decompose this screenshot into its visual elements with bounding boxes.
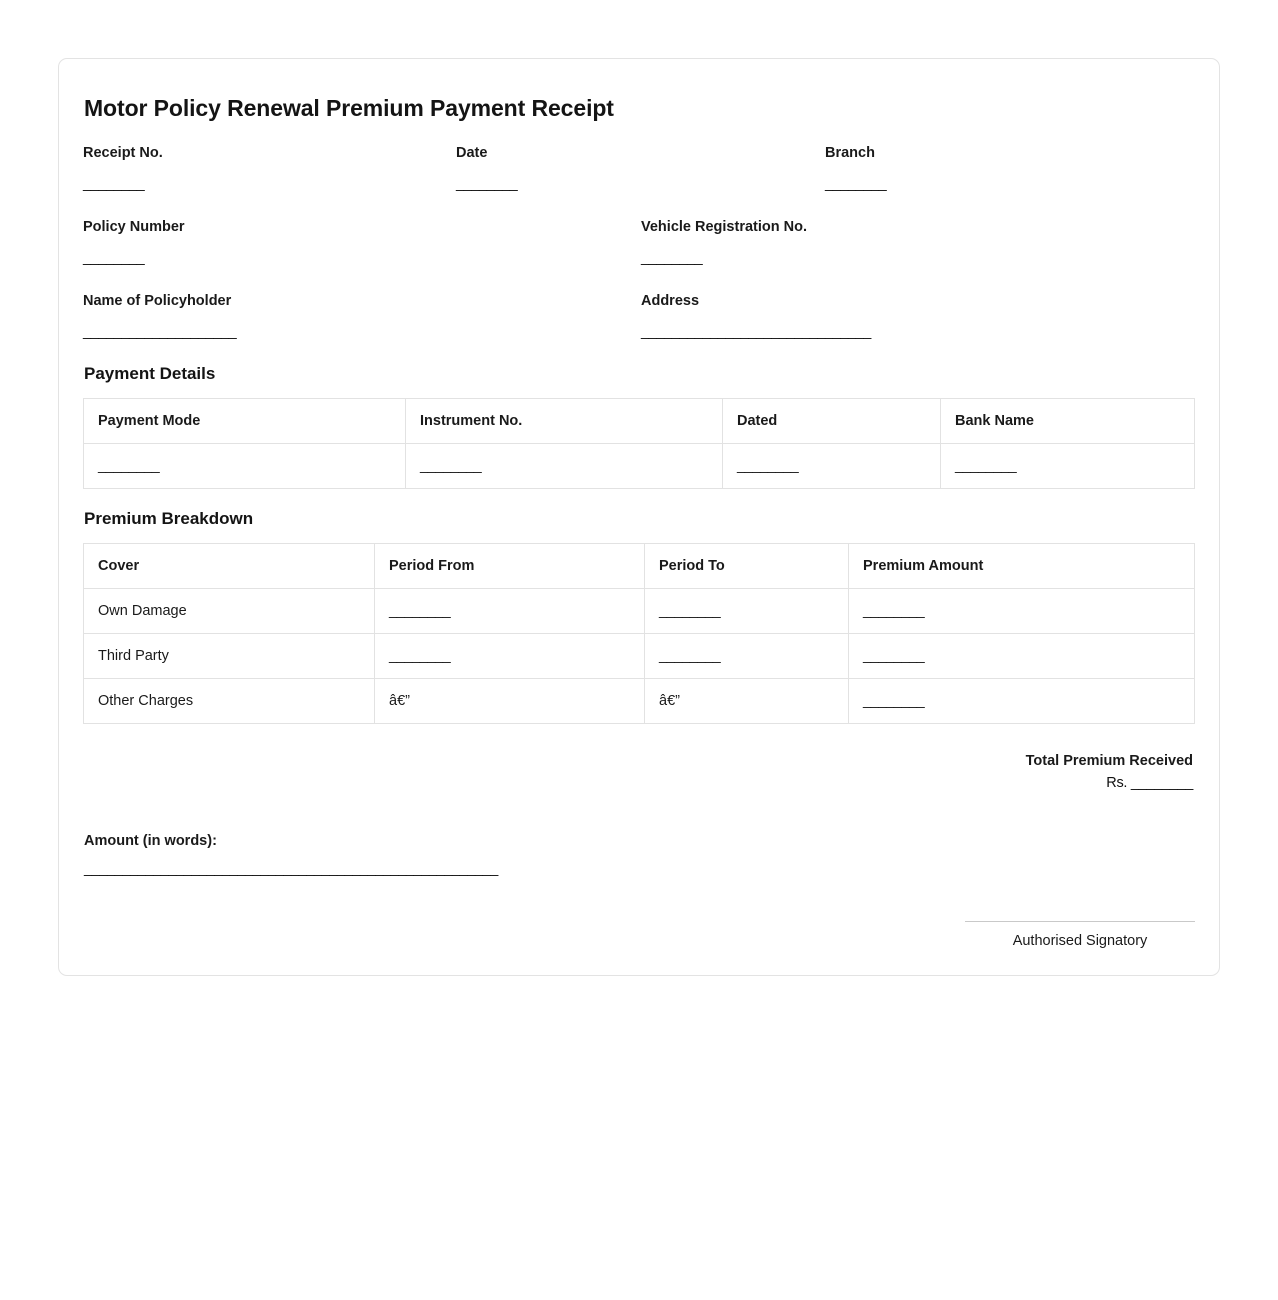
receipt-card (58, 58, 1220, 976)
cell-period-from: â€” (375, 679, 645, 724)
signature-label: Authorised Signatory (1012, 932, 1148, 949)
cell-cover: Other Charges (84, 679, 375, 724)
cell-period-from[interactable]: ________ (375, 634, 645, 679)
field-policy-number (83, 218, 185, 268)
cell-premium-amount[interactable]: ________ (849, 634, 1195, 679)
section-heading-premium-breakdown: Premium Breakdown (84, 509, 254, 528)
amount-in-words-value[interactable]: ______________________________________________________ (84, 860, 498, 877)
payment-details-table (83, 398, 1195, 489)
column-header-premium-amount: Premium Amount (849, 544, 1195, 589)
column-header-cover: Cover (84, 544, 375, 589)
field-address-label: Address (641, 293, 700, 309)
cell-period-to[interactable]: ________ (645, 634, 849, 679)
cell-bank-name[interactable]: ________ (941, 444, 1195, 489)
table-header-row (84, 544, 1195, 589)
field-vehicle-registration-label: Vehicle Registration No. (641, 219, 807, 235)
field-policyholder-name-label: Name of Policyholder (83, 293, 232, 309)
page-title: Motor Policy Renewal Premium Payment Receipt (84, 95, 614, 121)
field-policy-number-value[interactable]: ________ (83, 249, 145, 266)
total-premium-value[interactable]: Rs. ________ (1106, 775, 1193, 792)
cell-premium-amount[interactable]: ________ (849, 679, 1195, 724)
field-policyholder-name-value[interactable]: ____________________ (83, 323, 237, 340)
premium-breakdown-table (83, 543, 1195, 724)
field-branch (825, 144, 886, 194)
field-date (456, 144, 517, 194)
column-header-payment-mode: Payment Mode (84, 399, 406, 444)
cell-instrument-no[interactable]: ________ (406, 444, 723, 489)
field-vehicle-registration-value[interactable]: ________ (641, 249, 703, 266)
field-row-receipt (83, 144, 1195, 196)
field-date-label: Date (456, 145, 488, 161)
total-premium-block (83, 750, 1195, 795)
field-branch-value[interactable]: ________ (825, 175, 887, 192)
field-policy-number-label: Policy Number (83, 219, 185, 235)
table-row (84, 589, 1195, 634)
field-vehicle-registration (641, 218, 807, 268)
cell-cover: Third Party (84, 634, 375, 679)
field-date-value[interactable]: ________ (456, 175, 518, 192)
amount-in-words-block (83, 833, 1195, 877)
signature-box (965, 921, 1195, 949)
column-header-bank-name: Bank Name (941, 399, 1195, 444)
field-receipt-no-value[interactable]: ________ (83, 175, 145, 192)
signature-rule (965, 921, 1195, 922)
cell-payment-mode[interactable]: ________ (84, 444, 406, 489)
field-address (641, 292, 871, 342)
cell-period-from[interactable]: ________ (375, 589, 645, 634)
column-header-instrument-no: Instrument No. (406, 399, 723, 444)
table-row (84, 679, 1195, 724)
amount-in-words-label: Amount (in words): (84, 832, 217, 849)
signature-block (83, 921, 1195, 949)
field-policyholder-name (83, 292, 236, 342)
cell-premium-amount[interactable]: ________ (849, 589, 1195, 634)
section-heading-payment-details: Payment Details (84, 364, 216, 383)
field-receipt-no-label: Receipt No. (83, 145, 163, 161)
cell-period-to: â€” (645, 679, 849, 724)
field-branch-label: Branch (825, 145, 875, 161)
field-address-value[interactable]: ______________________________ (641, 323, 871, 340)
table-row (84, 444, 1195, 489)
column-header-dated: Dated (723, 399, 941, 444)
cell-period-to[interactable]: ________ (645, 589, 849, 634)
cell-cover: Own Damage (84, 589, 375, 634)
total-premium-label: Total Premium Received (1025, 753, 1193, 769)
column-header-period-to: Period To (645, 544, 849, 589)
cell-dated[interactable]: ________ (723, 444, 941, 489)
field-row-policyholder (83, 292, 1195, 344)
field-receipt-no (83, 144, 163, 194)
table-header-row (84, 399, 1195, 444)
table-row (84, 634, 1195, 679)
field-row-policy (83, 218, 1195, 270)
column-header-period-from: Period From (375, 544, 645, 589)
